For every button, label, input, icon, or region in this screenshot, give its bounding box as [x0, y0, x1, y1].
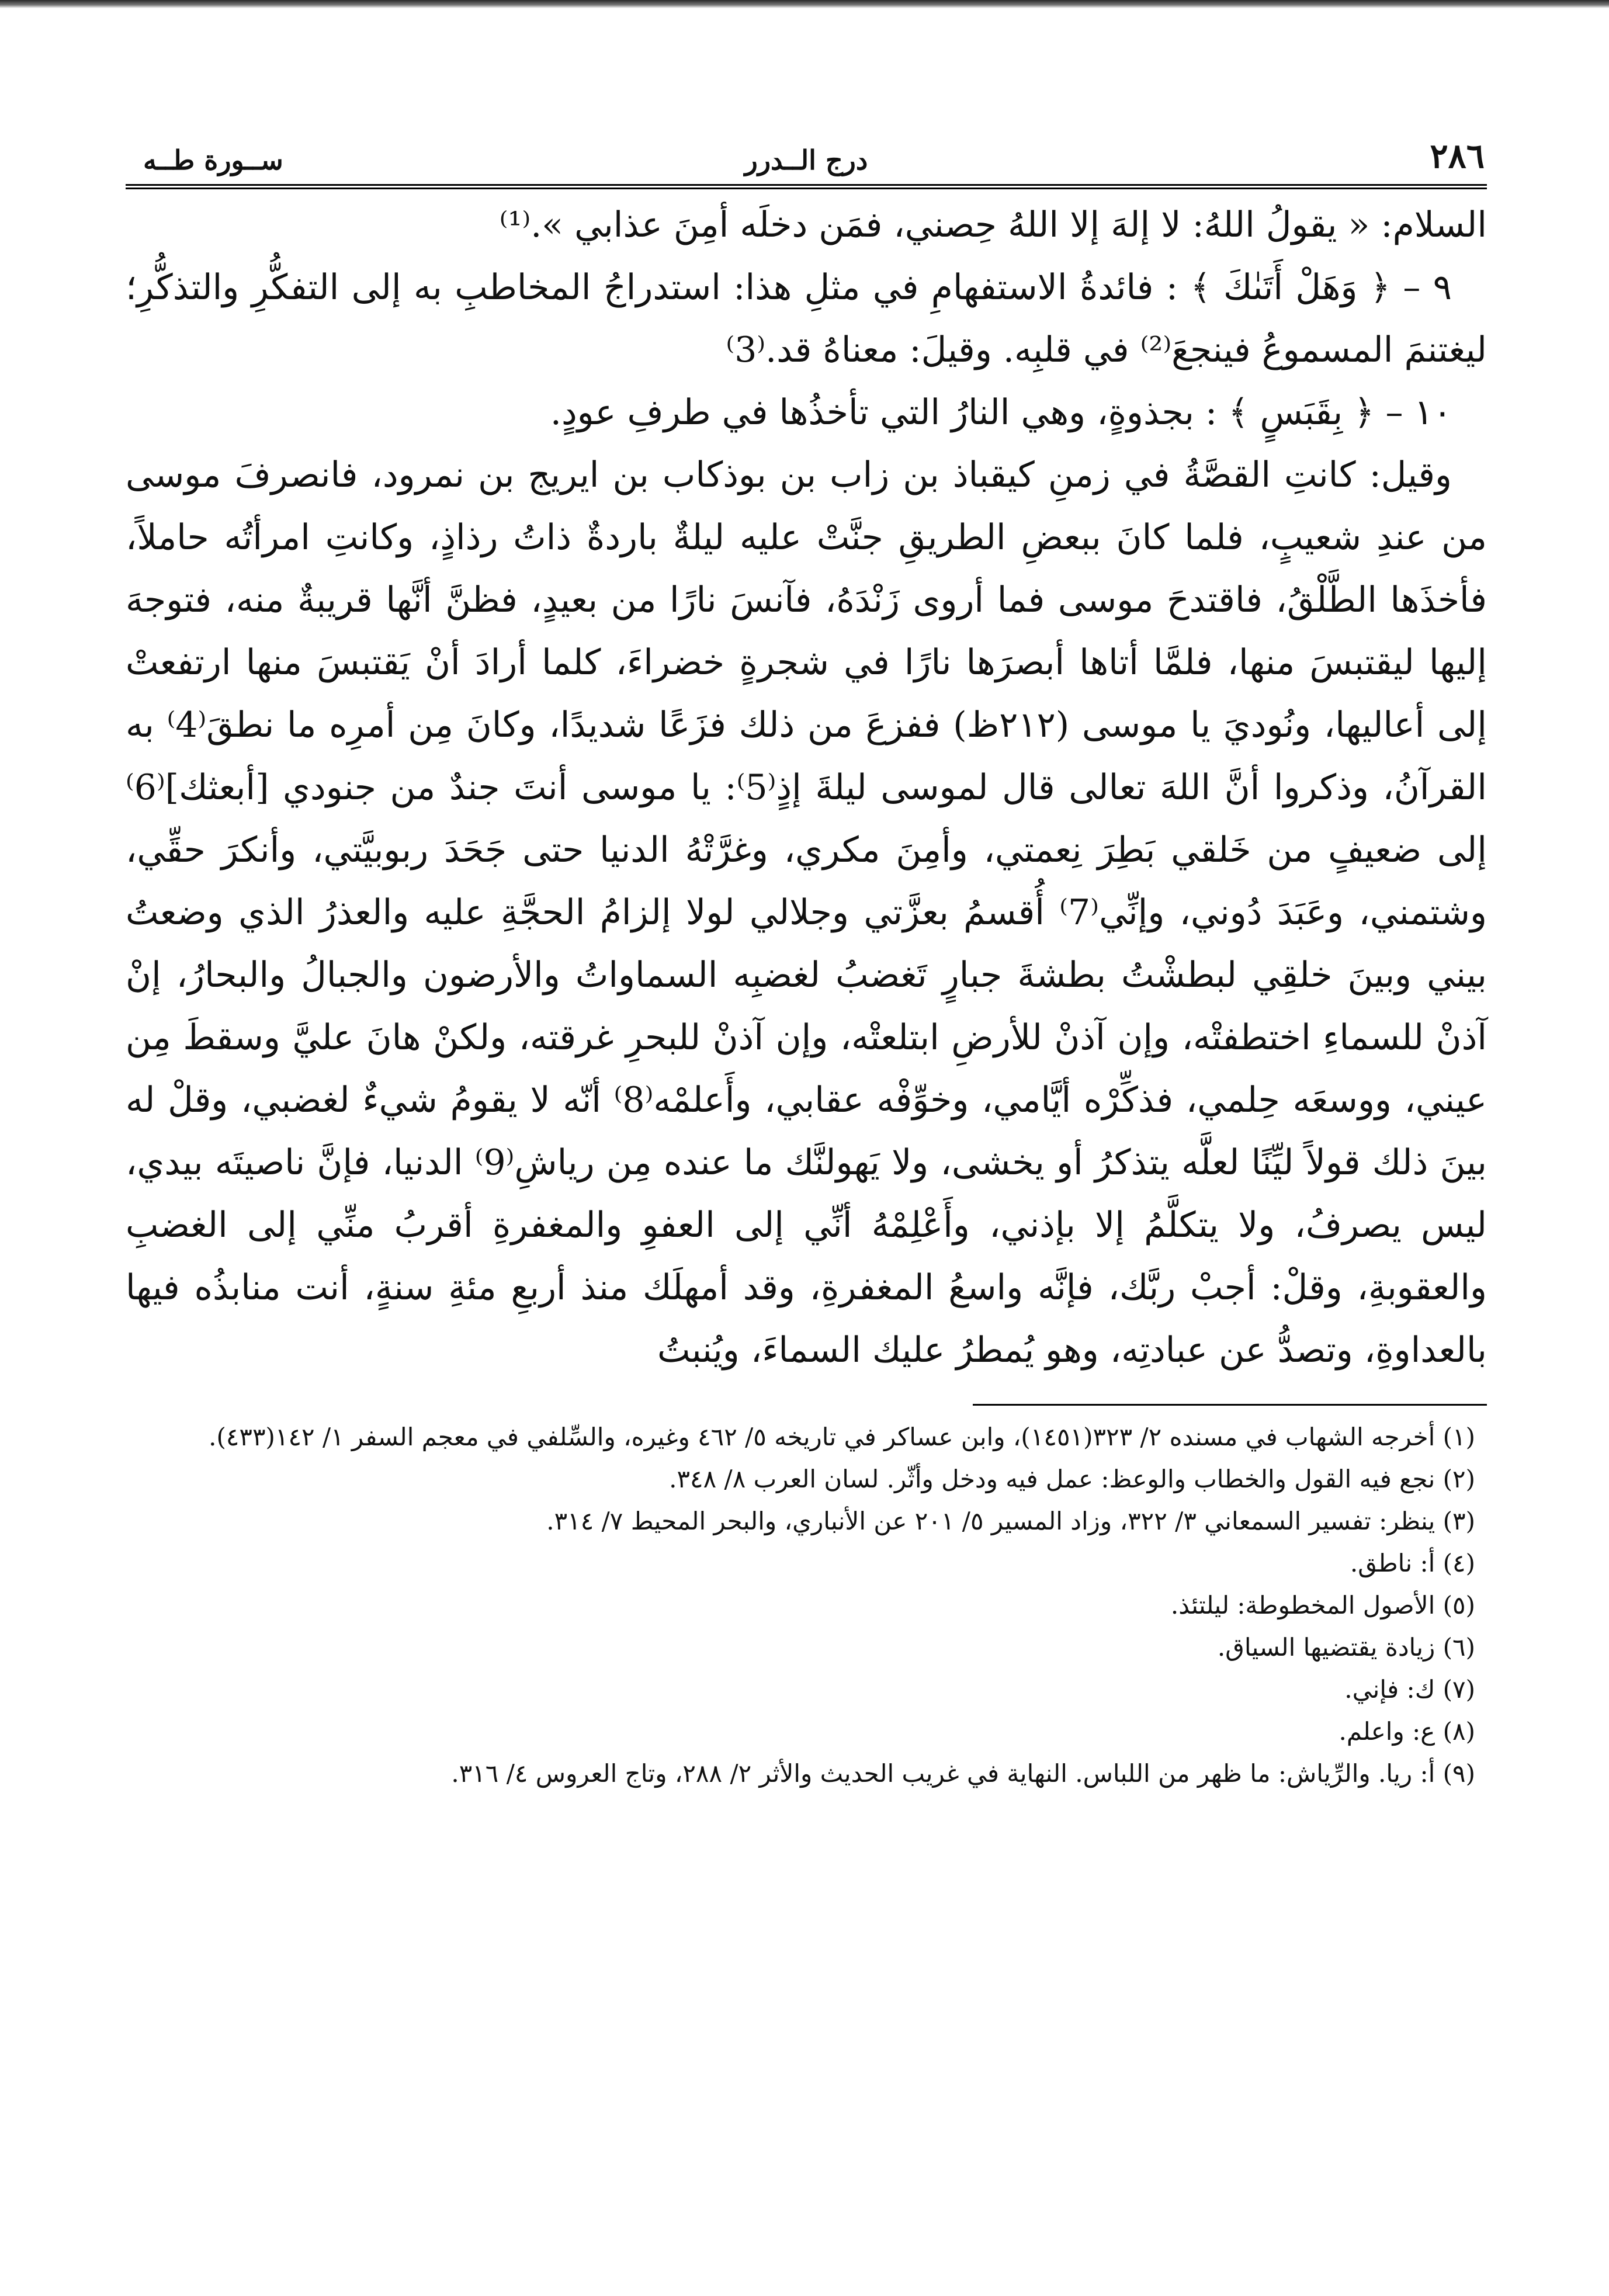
main-text [126, 194, 1487, 1382]
footnote-3: (٣) ينظر: تفسير السمعاني ٣/ ٣٢٢، وزاد المسير ٥/ ٢٠١ عن الأنباري، والبحر المحيط ٧/ ٣١٤. [546, 1507, 1475, 1535]
footnote-7: (٧) ك: فإني. [1344, 1675, 1475, 1704]
scan-edge [0, 0, 1609, 8]
footnote-9: (٩) أ: ريا. والرِّياش: ما ظهر من اللباس. النهاية في غريب الحديث والأثر ٢/ ٢٨٨، وتاج العروس ٤/ ٣١٦. [451, 1759, 1475, 1788]
paragraph-verse-9: ٩ – ﴿ وَهَلْ أَتَىٰكَ ﴾ : فائدةُ الاستفهامِ في مثلِ هذا: استدراجُ المخاطبِ به إلى التفكُّرِ والتذكُّرِ؛ ليغتنمَ المسموعُ فينجعَ⁽²⁾ في قلبِه. وقيلَ: معناهُ قد.⁽3⁾ [126, 267, 1487, 370]
surah-title: ســورة طــه [143, 144, 283, 176]
book-page [126, 120, 1487, 1795]
paragraph-story: وقيل: كانتِ القصَّةُ في زمنِ كيقباذ بن زاب بن بوذكاب بن ايريج بن نمرود، فانصرفَ موسى من عندِ شعيبٍ، فلما كانَ ببعضِ الطريقِ جنَّتْ عليه ليلةٌ باردةٌ ذاتُ رذاذٍ، وكانتِ امرأتُه حاملاً، فأخذَها الطَّلْقُ، فاقتدحَ موسى فما أروى زَنْدَهُ، فآنسَ نارًا من بعيدٍ، فظنَّ أنَّها قريبةٌ منه، فتوجهَ إليها ليقتبسَ منها، فلمَّا أتاها أبصرَها نارًا في شجرةٍ خضراءَ، كلما أرادَ أنْ يَقتبسَ منها ارتفعتْ إلى أعاليها، ونُوديَ يا موسى (٢١٢ظ) ففزعَ من ذلك فزَعًا شديدًا، وكانَ مِن أمرِه ما نطقَ⁽4⁾ به القرآنُ، وذكروا أنَّ اللهَ تعالى قال لموسى ليلةَ إذٍ⁽5⁾: يا موسى أنتَ جندٌ من جنودي [أبعثك]⁽6⁾ إلى ضعيفٍ من خَلقي بَطِرَ نِعمتي، وأمِنَ مكري، وغرَّتْهُ الدنيا حتى جَحَدَ ربوبيَّتي، وأنكرَ حقِّي، وشتمني، وعَبَدَ دُوني، وإنِّي⁽7⁾ أُقسمُ بعزَّتي وجلالي لولا إلزامُ الحجَّةِ عليه والعذرُ الذي وضعتُ بيني وبينَ خلقِي لبطشْتُ بطشةَ جبارٍ تَغضبُ لغضبِه السماواتُ والأرضون والجبالُ والبحارُ، إنْ آذنْ للسماءِ اختطفتْه، وإن آذنْ للأرضِ ابتلعتْه، وإن آذنْ للبحرِ غرقته، ولكنْ هانَ عليَّ وسقطَ مِن عيني، ووسعَه حِلمي، فذكِّرْه أيَّامي، وخوِّفْه عقابي، وأَعلمْه⁽8⁾ أنّه لا يقومُ شيءٌ لغضبي، وقلْ له بينَ ذلك قولاً ليِّنًا لعلَّه يتذكرُ أو يخشى، ولا يَهولنَّك ما عنده مِن رياشِ⁽9⁾ الدنيا، فإنَّ ناصيتَه بيدي، ليس يصرفُ، ولا يتكلَّمُ إلا بإذني، وأَعْلِمْهُ أنِّي إلى العفوِ والمغفرةِ أقربُ منِّي إلى الغضبِ والعقوبةِ، وقلْ: أجبْ ربَّك، فإنَّه واسعُ المغفرةِ، وقد أمهلَك منذ أربعِ مئةِ سنةٍ، أنت منابذُه فيها بالعداوةِ، وتصدُّ عن عبادتِه، وهو يُمطرُ عليك السماءَ، ويُنبتُ [126, 455, 1487, 1371]
footnote-2: (٢) نجع فيه القول والخطاب والوعظ: عمل فيه ودخل وأثّر. لسان العرب ٨/ ٣٤٨. [669, 1465, 1475, 1493]
paragraph-verse-10: ١٠ – ﴿ بِقَبَسٍ ﴾ : بجذوةٍ، وهي النارُ التي تأخذُها في طرفِ عودٍ. [550, 392, 1452, 433]
footnote-divider [973, 1404, 1487, 1406]
book-title: درج الــدرر [744, 144, 868, 176]
page-number: ٢٨٦ [1430, 136, 1485, 176]
footnote-8: (٨) ع: واعلم. [1338, 1717, 1475, 1746]
running-header [126, 120, 1487, 189]
footnote-6: (٦) زيادة يقتضيها السياق. [1217, 1633, 1475, 1662]
footnote-4: (٤) أ: ناطق. [1350, 1549, 1475, 1577]
footnotes [126, 1416, 1487, 1795]
footnote-1: (١) أخرجه الشهاب في مسنده ٢/ ٣٢٣(١٤٥١)، وابن عساكر في تاريخه ٥/ ٤٦٢ وغيره، والسِّلفي في معجم السفر ١/ ١٤٢(٤٣٣). [209, 1423, 1475, 1451]
paragraph-continuation: السلام: « يقولُ اللهُ: لا إلهَ إلا اللهُ حِصني، فمَن دخلَه أمِنَ عذابي ».⁽¹⁾ [499, 204, 1487, 245]
footnote-5: (٥) الأصول المخطوطة: ليلتئذ. [1170, 1591, 1475, 1619]
